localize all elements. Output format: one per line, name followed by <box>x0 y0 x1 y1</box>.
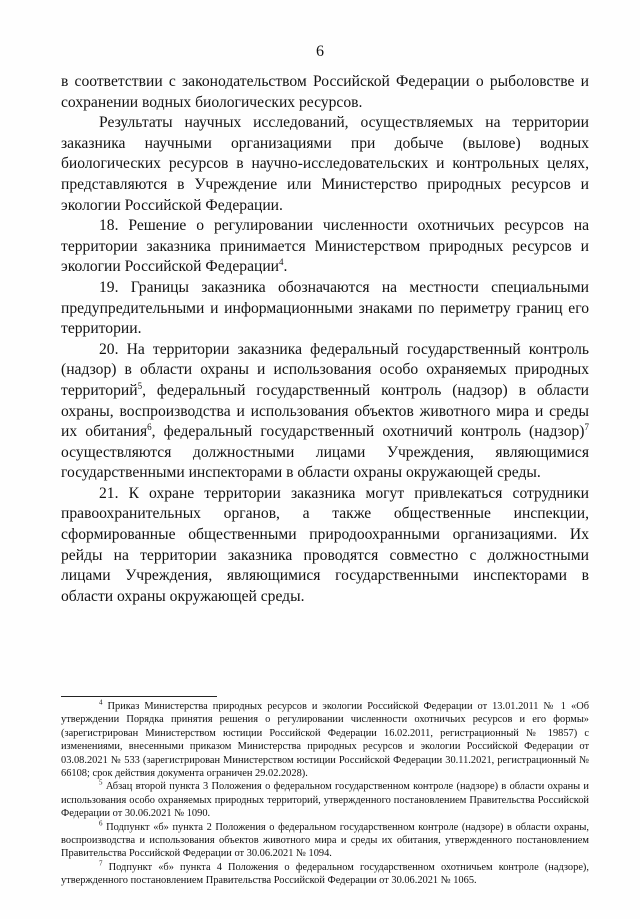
paragraph-20-part-c: , федеральный государственный охотничий контроль (надзор) <box>151 423 585 441</box>
footnote-7 <box>61 861 589 888</box>
footnote-mark: 6 <box>99 819 103 828</box>
footnote-4 <box>61 700 589 780</box>
footnote-ref-4[interactable]: 4 <box>279 257 284 268</box>
footnote-text: Подпункт «б» пункта 4 Положения о федеральном государственном охотничьем контроле (надзоре), утвержденного постановлением Правительства Российской Федерации от 30.06.2021 № 1065. <box>61 861 589 887</box>
paragraph-20-part-b: , федеральный государственный контроль (надзор) в области охраны, воспроизводства и использования объектов животного мира и среды их обитания <box>61 381 589 441</box>
paragraph-19: 19. Границы заказника обозначаются на местности специальными предупредительными и информационными знаками по периметру границ его территории. <box>61 278 589 338</box>
footnote-6 <box>61 821 589 861</box>
footnote-mark: 4 <box>99 698 103 707</box>
paragraph-continuation: в соответствии с законодательством Российской Федерации о рыболовстве и сохранении водных биологических ресурсов. <box>61 73 589 111</box>
footnote-separator <box>61 696 217 697</box>
paragraph-18-text: 18. Решение о регулировании численности охотничьих ресурсов на территории заказника принимается Министерством природных ресурсов и экологии Российской Федерации <box>61 217 589 276</box>
footnote-ref-6[interactable]: 6 <box>147 421 152 432</box>
paragraph-18 <box>61 216 589 278</box>
body-text <box>61 72 589 607</box>
footnote-text: Приказ Министерства природных ресурсов и экологии Российской Федерации от 13.01.2011 № 1 «Об утверждении Порядка принятия решения о регулировании численности охотничьих ресурсов и его формы» (зарегистрирован Министерством юстиции Российской Федерации 16.02.2011, регистрационный № 19857) с изменениями, внесенными приказом Министерства природных ресурсов и экологии Российской Федерации от 03.08.2021 № 533 (зарегистрирован Министерством юстиции Российской Федерации 30.11.2021, регистрационный № 66108; срок действия документа ограничен 29.02.2028). <box>61 701 589 780</box>
footnotes <box>61 700 589 888</box>
paragraph-20 <box>61 340 589 484</box>
footnote-text: Подпункт «б» пункта 2 Положения о федеральном государственном контроле (надзоре) в области охраны, воспроизводства и использования объектов животного мира и среды их обитания, утвержденного постановлением Правительства Российской Федерации от 30.06.2021 № 1094. <box>61 821 589 860</box>
footnote-text: Абзац второй пункта 3 Положения о федеральном государственном контроле (надзоре) в области охраны и использования особо охраняемых природных территорий, утвержденного постановлением Правительства Российской Федерации от 30.06.2021 № 1090. <box>61 781 589 820</box>
paragraph-20-part-d: осуществляются должностными лицами Учреждения, являющимися государственными инспекторами в области охраны окружающей среды. <box>61 443 589 482</box>
footnote-ref-7[interactable]: 7 <box>584 421 589 432</box>
paragraph-18-end: . <box>283 258 288 276</box>
footnote-ref-5[interactable]: 5 <box>137 380 143 391</box>
paragraph-21: 21. К охране территории заказника могут привлекаться сотрудники правоохранительных органов, а также общественные инспекции, сформированные общественными природоохранными организациями. Их рейды на территории заказника проводятся совместно с должностными лицами Учреждения, являющимися государственными инспекторами в области охраны окружающей среды. <box>61 484 589 605</box>
footnote-mark: 7 <box>99 859 103 868</box>
paragraph-research-results: Результаты научных исследований, осуществляемых на территории заказника научными организациями при добыче (вылове) водных биологических ресурсов в научно-исследовательских и контрольных целях, представляются в Учреждение или Министерство природных ресурсов и экологии Российской Федерации. <box>61 114 589 214</box>
footnote-5 <box>61 780 589 820</box>
paragraph-20-part-a: 20. На территории заказника федеральный государственный контроль (надзор) в области охраны и использования особо охраняемых природных территорий <box>61 340 589 399</box>
footnote-mark: 5 <box>99 778 103 787</box>
page-number: 6 <box>316 43 324 60</box>
